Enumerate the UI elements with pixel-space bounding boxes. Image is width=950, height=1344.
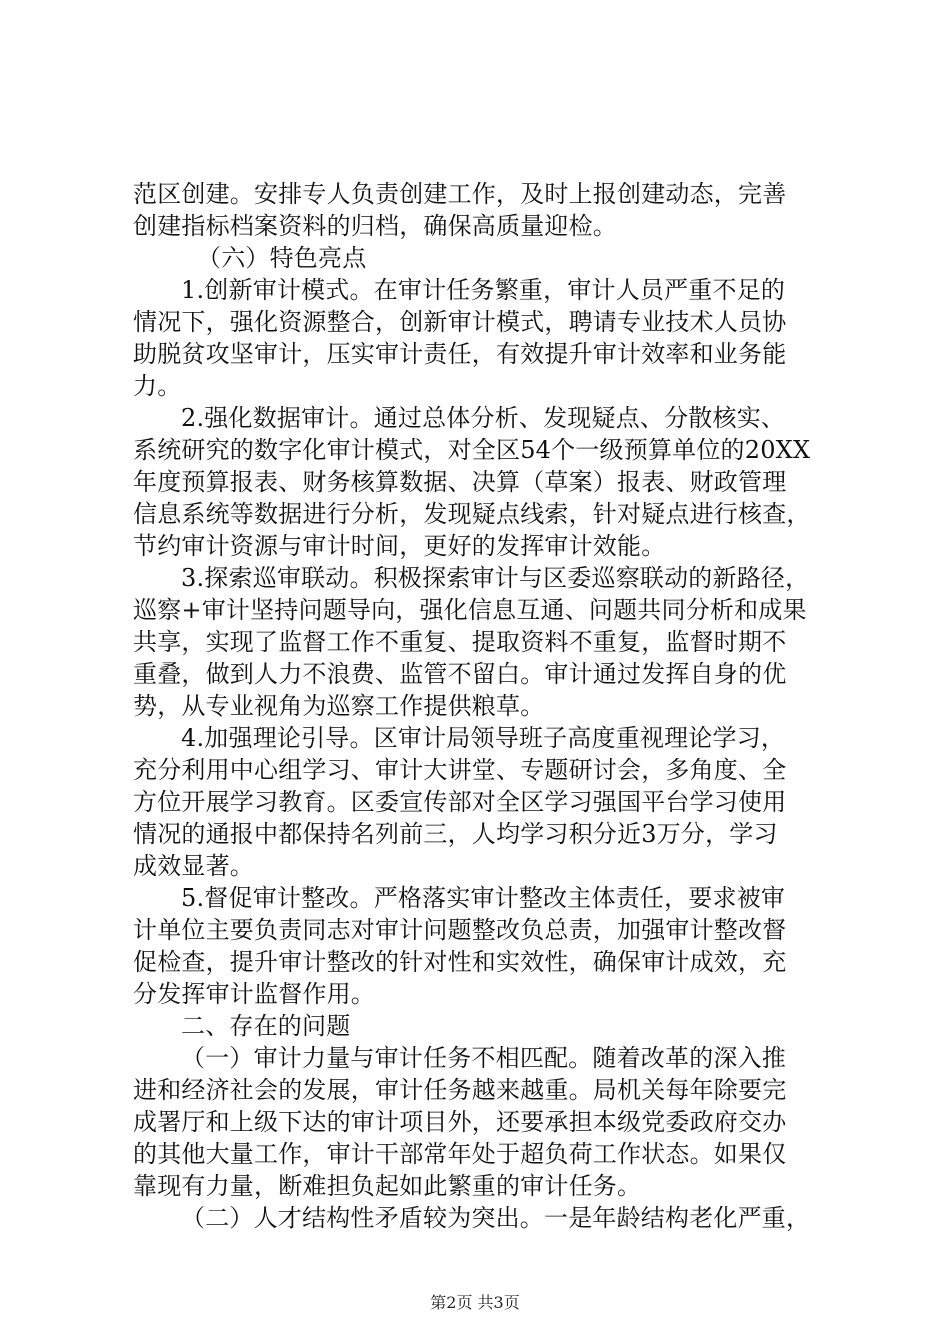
text-line: 情况的通报中都保持名列前三，人均学习积分近3万分，学习 (133, 820, 778, 848)
document-body (133, 178, 833, 1234)
text-line: 助脱贫攻坚审计，压实审计责任，有效提升审计效率和业务能 (133, 340, 787, 368)
text-line: 进和经济社会的发展，审计任务越来越重。局机关每年除要完 (133, 1076, 787, 1104)
text-line: （二）人才结构性矛盾较为突出。一是年龄结构老化严重， (181, 1204, 811, 1232)
text-line: 巡察+审计坚持问题导向，强化信息互通、问题共同分析和成果 (133, 596, 807, 624)
text-line: 5.督促审计整改。严格落实审计整改主体责任，要求被审 (181, 884, 786, 912)
text-line: 2.强化数据审计。通过总体分析、发现疑点、分散核实、 (181, 404, 786, 432)
text-line: （一）审计力量与审计任务不相匹配。随着改革的深入推 (181, 1044, 786, 1072)
text-line: 共享，实现了监督工作不重复、提取资料不重复，监督时期不 (133, 628, 787, 656)
text-line: 力。 (133, 372, 182, 400)
text-line: 年度预算报表、财务核算数据、决算（草案）报表、财政管理 (133, 468, 787, 496)
text-line: 系统研究的数字化审计模式，对全区54个一级预算单位的20XX (133, 436, 811, 464)
text-line: 势，从专业视角为巡察工作提供粮草。 (133, 692, 545, 720)
text-line: 成效显著。 (133, 852, 254, 880)
text-line: 分发挥审计监督作用。 (133, 980, 375, 1008)
text-line: 方位开展学习教育。区委宣传部对全区学习强国平台学习使用 (133, 788, 787, 816)
text-line: 4.加强理论引导。区审计局领导班子高度重视理论学习， (181, 724, 786, 752)
text-line: 节约审计资源与审计时间，更好的发挥审计效能。 (133, 532, 666, 560)
text-line: 创建指标档案资料的归档，确保高质量迎检。 (133, 212, 617, 240)
text-line: 的其他大量工作，审计干部常年处于超负荷工作状态。如果仅 (133, 1140, 787, 1168)
text-line: 计单位主要负责同志对审计问题整改负总责，加强审计整改督 (133, 916, 787, 944)
text-line: 情况下，强化资源整合，创新审计模式，聘请专业技术人员协 (133, 308, 787, 336)
text-line: （六）特色亮点 (197, 244, 367, 272)
text-line: 3.探索巡审联动。积极探索审计与区委巡察联动的新路径， (181, 564, 810, 592)
page-footer: 第2页 共3页 (430, 1293, 520, 1312)
text-line: 1.创新审计模式。在审计任务繁重，审计人员严重不足的 (181, 276, 786, 304)
text-line: 信息系统等数据进行分析，发现疑点线索，针对疑点进行核查， (133, 500, 811, 528)
text-line: 成署厅和上级下达的审计项目外，还要承担本级党委政府交办 (133, 1108, 787, 1136)
text-line: 靠现有力量，断难担负起如此繁重的审计任务。 (133, 1172, 642, 1200)
text-line: 重叠，做到人力不浪费、监管不留白。审计通过发挥自身的优 (133, 660, 787, 688)
text-line: 二、存在的问题 (181, 1012, 351, 1040)
text-line: 充分利用中心组学习、审计大讲堂、专题研讨会，多角度、全 (133, 756, 787, 784)
text-line: 范区创建。安排专人负责创建工作，及时上报创建动态，完善 (133, 180, 787, 208)
text-line: 促检查，提升审计整改的针对性和实效性，确保审计成效，充 (133, 948, 787, 976)
